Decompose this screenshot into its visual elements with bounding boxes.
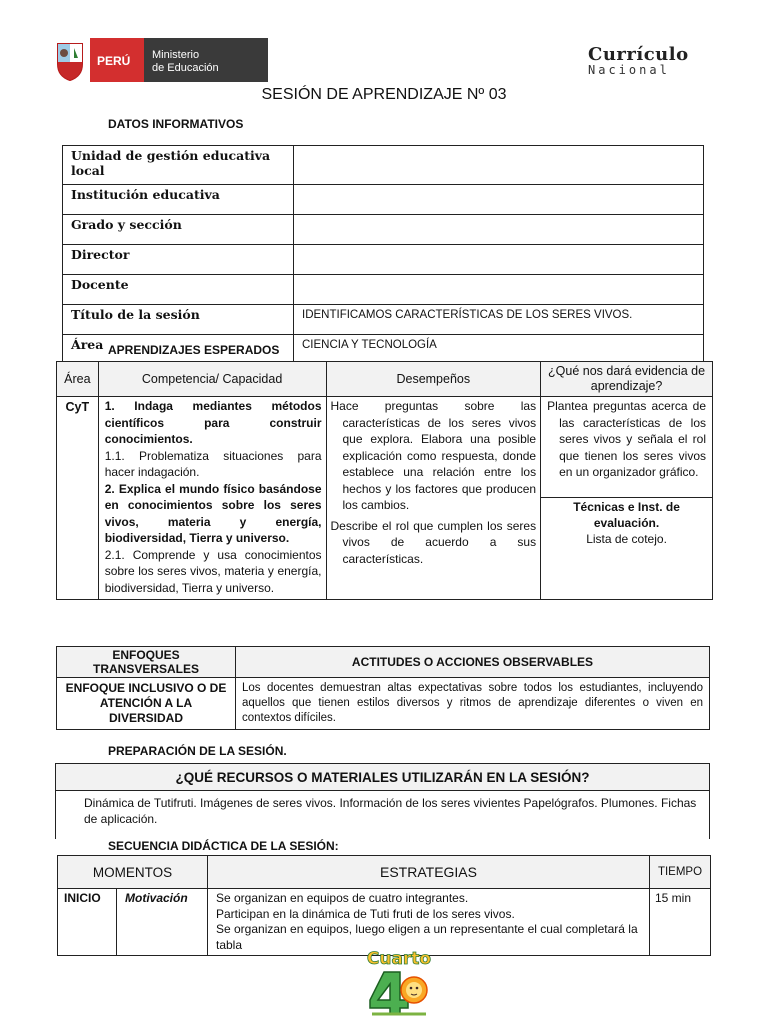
actitud-cell: Los docentes demuestran altas expectativas sobre todos los estudiantes, incluyendo aquellos que tienen estilos diversos y ritmos de aprendizaje diferentes o viven en contextos difíciles. <box>236 678 710 730</box>
datos-value-director <box>294 245 704 275</box>
datos-informativos-table <box>62 145 704 365</box>
secuencia-heading: SECUENCIA DIDÁCTICA DE LA SESIÓN: <box>108 839 339 853</box>
datos-label-docente: Docente <box>63 275 294 305</box>
datos-label-area: Área <box>63 335 294 365</box>
datos-label-director: Director <box>63 245 294 275</box>
table-row <box>63 215 704 245</box>
datos-value-titulo: IDENTIFICAMOS CARACTERÍSTICAS DE LOS SERES VIVOS. <box>294 305 704 335</box>
competencia-1-title: 1. Indaga mediantes métodos científicos para construir conocimientos. <box>104 399 322 446</box>
datos-heading: DATOS INFORMATIVOS <box>108 117 244 131</box>
capacidad-1: 1.1. Problematiza situaciones para hacer indagación. <box>104 448 322 479</box>
area-cell: CyT <box>57 397 99 600</box>
table-row <box>57 397 713 498</box>
logo-country: PERÚ <box>97 54 131 68</box>
desempeno-2: Describe el rol que cumplen los seres vivos de acuerdo a sus características. <box>330 518 537 566</box>
estrategia-line: Participan en la dinámica de Tuti fruti de los seres vivos. <box>216 906 515 921</box>
datos-label-grado: Grado y sección <box>63 215 294 245</box>
enfoques-table <box>56 646 710 730</box>
col-header-competencia: Competencia/ Capacidad <box>98 362 326 397</box>
col-header-enfoques: ENFOQUES TRANSVERSALES <box>57 647 236 678</box>
desempeno-1: Hace preguntas sobre las características de los seres vivos que explora. Elabora una posible explicación como respuesta, donde establece una relación entre los hechos y los factores que producen los cambios. <box>330 399 537 512</box>
table-row <box>63 305 704 335</box>
table-row <box>63 185 704 215</box>
estrategia-line: Se organizan en equipos, luego eligen a un representante el cual completará la tabla <box>216 922 638 952</box>
capacidad-2: 2.1. Comprende y usa conocimientos sobre los seres vivos, materia y energía, biodiversidad, Tierra y universo. <box>104 547 322 595</box>
competencia-2-title: 2. Explica el mundo físico basándose en conocimientos sobre los seres vivos, materia y energía, biodiversidad, Tierra y universo. <box>104 481 322 545</box>
logo-ministry-2: de Educación <box>152 62 219 74</box>
col-header-tiempo: TIEMPO <box>650 856 711 889</box>
enfoque-cell: ENFOQUE INCLUSIVO O DE ATENCIÓN A LA DIVERSIDAD <box>57 678 236 730</box>
recursos-header: ¿QUÉ RECURSOS O MATERIALES UTILIZARÁN EN LA SESIÓN? <box>56 764 710 791</box>
estrategia-line: Se organizan en equipos de cuatro integrantes. <box>216 891 469 905</box>
col-header-desempenos: Desempeños <box>326 362 541 397</box>
secuencia-table <box>57 855 711 956</box>
aprendizajes-table <box>56 361 713 600</box>
col-header-momentos: MOMENTOS <box>58 856 208 889</box>
col-header-area: Área <box>57 362 99 397</box>
curriculo-text: Currículo <box>588 44 689 65</box>
datos-value-ugel <box>294 146 704 185</box>
datos-value-docente <box>294 275 704 305</box>
col-header-evidencia: ¿Qué nos dará evidencia de aprendizaje? <box>541 362 713 397</box>
cuarto-grado-logo <box>364 946 434 1016</box>
recursos-text: Dinámica de Tutifruti. Imágenes de seres vivos. Información de los seres vivientes Papelógrafos. Plumones. Fichas de aplicación. <box>56 791 710 840</box>
peru-shield-icon <box>58 44 82 80</box>
datos-value-area: CIENCIA Y TECNOLOGÍA <box>294 335 704 365</box>
datos-value-grado <box>294 215 704 245</box>
desempenos-cell <box>326 397 541 600</box>
aprendizajes-heading: APRENDIZAJES ESPERADOS <box>108 343 280 357</box>
table-header-row <box>57 647 710 678</box>
momento-cell: INICIO <box>58 889 117 956</box>
col-header-actitudes: ACTITUDES O ACCIONES OBSERVABLES <box>236 647 710 678</box>
lion-mascot-icon <box>370 972 427 1014</box>
table-row <box>57 678 710 730</box>
evidencia-cell <box>541 397 713 498</box>
table-row <box>63 275 704 305</box>
datos-label-ie: Institución educativa <box>63 185 294 215</box>
datos-value-ie <box>294 185 704 215</box>
recursos-table <box>55 763 710 839</box>
curriculo-nacional-logo <box>588 44 692 77</box>
col-header-estrategias: ESTRATEGIAS <box>208 856 650 889</box>
table-row <box>63 146 704 185</box>
tecnicas-title: Técnicas e Inst. de evaluación. <box>573 500 680 530</box>
table-header-row <box>58 856 711 889</box>
table-header-row <box>56 764 710 791</box>
table-row <box>63 245 704 275</box>
nacional-text: Nacional <box>588 63 670 77</box>
page-title: SESIÓN DE APRENDIZAJE Nº 03 <box>261 86 507 103</box>
logo-cuarto-text: Cuarto <box>366 949 432 969</box>
minedu-logo <box>52 38 268 82</box>
evidencia-text: Plantea preguntas acerca de las características de los seres vivos y señala el rol que tienen los seres vivos en un organizador gráfico. <box>547 399 706 479</box>
tiempo-cell: 15 min <box>650 889 711 956</box>
tecnicas-value: Lista de cotejo. <box>586 532 667 546</box>
logo-ministry-1: Ministerio <box>152 49 200 61</box>
submomento-cell: Motivación <box>117 889 208 956</box>
table-row <box>56 791 710 840</box>
tecnicas-cell <box>541 498 713 600</box>
competencia-cell <box>98 397 326 600</box>
table-header-row <box>57 362 713 397</box>
datos-label-ugel: Unidad de gestión educativa local <box>63 146 294 185</box>
datos-label-titulo: Título de la sesión <box>63 305 294 335</box>
preparacion-heading: PREPARACIÓN DE LA SESIÓN. <box>108 744 287 758</box>
